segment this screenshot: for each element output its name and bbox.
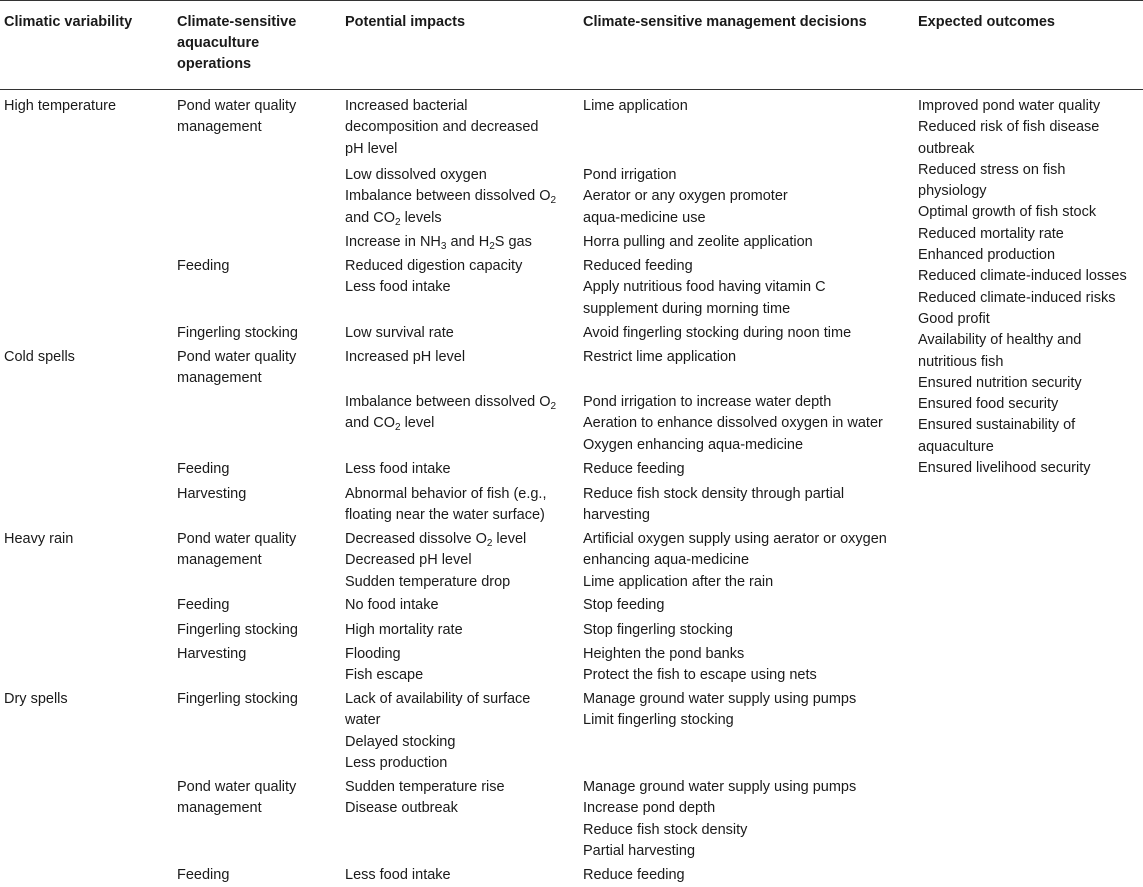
header-potential-impacts: Potential impacts: [345, 14, 466, 30]
cell-line: Abnormal behavior of fish (e.g.,: [345, 486, 547, 502]
cell-line: Pond water quality: [177, 531, 297, 547]
cell-line: Manage ground water supply using pumps: [583, 691, 857, 707]
cell-line: management: [177, 370, 262, 387]
cell-line: Low survival rate: [345, 325, 454, 341]
cell-line: management: [177, 552, 262, 569]
cell-line: Lime application: [583, 98, 688, 114]
outcomes-cell: [918, 96, 1140, 479]
decision-cell: [583, 392, 913, 456]
cell-line: Good profit: [918, 310, 990, 327]
cell-line: Oxygen enhancing aqua-medicine: [583, 436, 804, 453]
decision-cell: [583, 595, 913, 616]
cell-line: Ensured nutrition security: [918, 374, 1082, 391]
cell-line: Fish escape: [345, 667, 424, 684]
cell-line: Less production: [345, 754, 448, 771]
cell-line: Reduced stress on fish: [918, 161, 1066, 178]
cell-line: Delayed stocking: [345, 733, 456, 750]
decision-cell: [583, 865, 913, 886]
impact-cell: [345, 256, 575, 299]
cell-line: Imbalance between dissolved $O_2$: [345, 394, 557, 412]
cell-line: nutritious fish: [918, 353, 1004, 370]
cell-line: High temperature: [4, 98, 117, 114]
operation-cell: [177, 689, 337, 710]
cell-line: Reduce feeding: [583, 867, 685, 883]
cell-line: Increase in $NH_3$ and $H_2S$ gas: [345, 234, 532, 252]
operation-cell: [177, 256, 337, 277]
decision-cell: [583, 529, 913, 593]
cell-line: Reduced risk of fish disease: [918, 119, 1100, 136]
cell-line: Dry spells: [4, 691, 68, 707]
climatic-variability-cell: [4, 347, 164, 368]
cell-line: Heavy rain: [4, 531, 74, 547]
cell-line: floating near the water surface): [345, 507, 545, 524]
header-expected-outcomes: Expected outcomes: [918, 14, 1055, 30]
operation-cell: [177, 644, 337, 665]
decision-cell: [583, 323, 913, 344]
operation-cell: [177, 96, 337, 139]
operation-cell: [177, 459, 337, 480]
cell-line: No food intake: [345, 597, 439, 613]
cell-line: Enhanced production: [918, 247, 1056, 264]
operation-cell: [177, 529, 337, 572]
cell-line: Sudden temperature drop: [345, 573, 511, 590]
decision-cell: [583, 347, 913, 368]
cell-line: Reduce fish stock density through partial: [583, 486, 845, 502]
cell-line: Pond water quality: [177, 349, 297, 365]
cell-line: Artificial oxygen supply using aerator or oxygen: [583, 531, 887, 547]
decision-cell: [583, 689, 913, 732]
cell-line: Lime application after the rain: [583, 573, 774, 590]
operation-cell: [177, 865, 337, 886]
cell-line: Heighten the pond banks: [583, 646, 745, 662]
decision-cell: [583, 777, 913, 862]
cell-line: Pond water quality: [177, 98, 297, 114]
cell-line: Aeration to enhance dissolved oxygen in water: [583, 415, 883, 432]
cell-line: Restrict lime application: [583, 349, 737, 365]
cell-line: High mortality rate: [345, 622, 463, 638]
cell-line: Pond irrigation to increase water depth: [583, 394, 832, 410]
impact-cell: [345, 595, 575, 616]
cell-line: Decreased dissolve $O_2$ level: [345, 531, 527, 549]
decision-cell: [583, 459, 913, 480]
cell-line: pH level: [345, 140, 398, 157]
cell-line: Reduce feeding: [583, 461, 685, 477]
cell-line: Apply nutritious food having vitamin C: [583, 279, 826, 296]
cell-line: Decreased pH level: [345, 552, 472, 569]
cell-line: Ensured sustainability of: [918, 417, 1076, 434]
cell-line: water: [345, 712, 381, 729]
operation-cell: [177, 484, 337, 505]
cell-line: Flooding: [345, 646, 401, 662]
cell-line: Reduced digestion capacity: [345, 258, 523, 274]
cell-line: Protect the fish to escape using nets: [583, 667, 817, 684]
table-header-rule: [0, 89, 1143, 90]
cell-line: supplement during morning time: [583, 300, 791, 317]
cell-line: Less food intake: [345, 461, 451, 477]
cell-line: Limit fingerling stocking: [583, 712, 734, 729]
cell-line: Sudden temperature rise: [345, 779, 505, 795]
cell-line: Disease outbreak: [345, 800, 458, 817]
cell-line: Stop fingerling stocking: [583, 622, 733, 638]
cell-line: Less food intake: [345, 279, 451, 296]
cell-line: Improved pond water quality: [918, 98, 1101, 114]
cell-line: Aerator or any oxygen promoter: [583, 188, 788, 205]
impact-cell: [345, 459, 575, 480]
header-operations: Climate-sensitive aquaculture operations: [177, 14, 297, 72]
impact-cell: [345, 529, 575, 593]
cell-line: Reduced mortality rate: [918, 225, 1064, 242]
cell-line: management: [177, 119, 262, 136]
impact-cell: [345, 232, 575, 253]
impact-cell: [345, 689, 575, 774]
climatic-variability-cell: [4, 689, 164, 710]
cell-line: Increase pond depth: [583, 800, 716, 817]
cell-line: physiology: [918, 183, 987, 200]
climatic-variability-cell: [4, 96, 164, 117]
cell-line: harvesting: [583, 507, 650, 524]
operation-cell: [177, 620, 337, 641]
cell-line: Ensured livelihood security: [918, 460, 1091, 477]
cell-line: Increased bacterial: [345, 98, 468, 114]
decision-cell: [583, 644, 913, 687]
decision-cell: [583, 96, 913, 117]
cell-line: and $CO_2$ levels: [345, 209, 442, 228]
cell-line: Low dissolved oxygen: [345, 167, 487, 183]
cell-line: Feeding: [177, 867, 230, 883]
cell-line: Pond irrigation: [583, 167, 677, 183]
cell-line: management: [177, 800, 262, 817]
decision-cell: [583, 620, 913, 641]
cell-line: Feeding: [177, 258, 230, 274]
cell-line: Fingerling stocking: [177, 691, 298, 707]
operation-cell: [177, 347, 337, 390]
cell-line: and $CO_2$ level: [345, 415, 435, 434]
impact-cell: [345, 620, 575, 641]
cell-line: Less food intake: [345, 867, 451, 883]
cell-line: Harvesting: [177, 486, 247, 502]
decision-cell: [583, 232, 913, 253]
impact-cell: [345, 96, 575, 160]
impact-cell: [345, 865, 575, 886]
cell-line: decomposition and decreased: [345, 119, 539, 136]
impact-cell: [345, 323, 575, 344]
cell-line: Partial harvesting: [583, 842, 696, 859]
impact-cell: [345, 392, 575, 435]
decision-cell: [583, 484, 913, 527]
cell-line: Avoid fingerling stocking during noon time: [583, 325, 852, 341]
impact-cell: [345, 644, 575, 687]
cell-line: Fingerling stocking: [177, 325, 298, 341]
cell-line: Manage ground water supply using pumps: [583, 779, 857, 795]
cell-line: Ensured food security: [918, 396, 1059, 413]
cell-line: Pond water quality: [177, 779, 297, 795]
cell-line: Imbalance between dissolved $O_2$: [345, 188, 557, 207]
decision-cell: [583, 165, 913, 229]
operation-cell: [177, 323, 337, 344]
cell-line: Optimal growth of fish stock: [918, 204, 1097, 221]
decision-cell: [583, 256, 913, 320]
cell-line: Reduced climate-induced losses: [918, 268, 1127, 285]
header-management-decisions: Climate-sensitive management decisions: [583, 14, 867, 30]
impact-cell: [345, 777, 575, 820]
cell-line: Cold spells: [4, 349, 75, 365]
cell-line: Stop feeding: [583, 597, 665, 613]
cell-line: Horra pulling and zeolite application: [583, 234, 813, 250]
cell-line: Reduce fish stock density: [583, 821, 748, 838]
cell-line: aquaculture: [918, 438, 994, 455]
cell-line: Harvesting: [177, 646, 247, 662]
cell-line: Fingerling stocking: [177, 622, 298, 638]
cell-line: Availability of healthy and: [918, 332, 1082, 349]
operation-cell: [177, 777, 337, 820]
table-top-rule: [0, 0, 1143, 1]
cell-line: enhancing aqua-medicine: [583, 552, 750, 569]
cell-line: Increased pH level: [345, 349, 466, 365]
cell-line: Feeding: [177, 461, 230, 477]
cell-line: Feeding: [177, 597, 230, 613]
cell-line: outbreak: [918, 140, 975, 157]
impact-cell: [345, 347, 575, 368]
header-climatic-variability: Climatic variability: [4, 14, 133, 30]
cell-line: Lack of availability of surface: [345, 691, 531, 707]
cell-line: Reduced climate-induced risks: [918, 289, 1116, 306]
impact-cell: [345, 484, 575, 527]
impact-cell: [345, 165, 575, 229]
cell-line: Reduced feeding: [583, 258, 693, 274]
climatic-variability-cell: [4, 529, 164, 550]
operation-cell: [177, 595, 337, 616]
cell-line: aqua-medicine use: [583, 209, 706, 226]
